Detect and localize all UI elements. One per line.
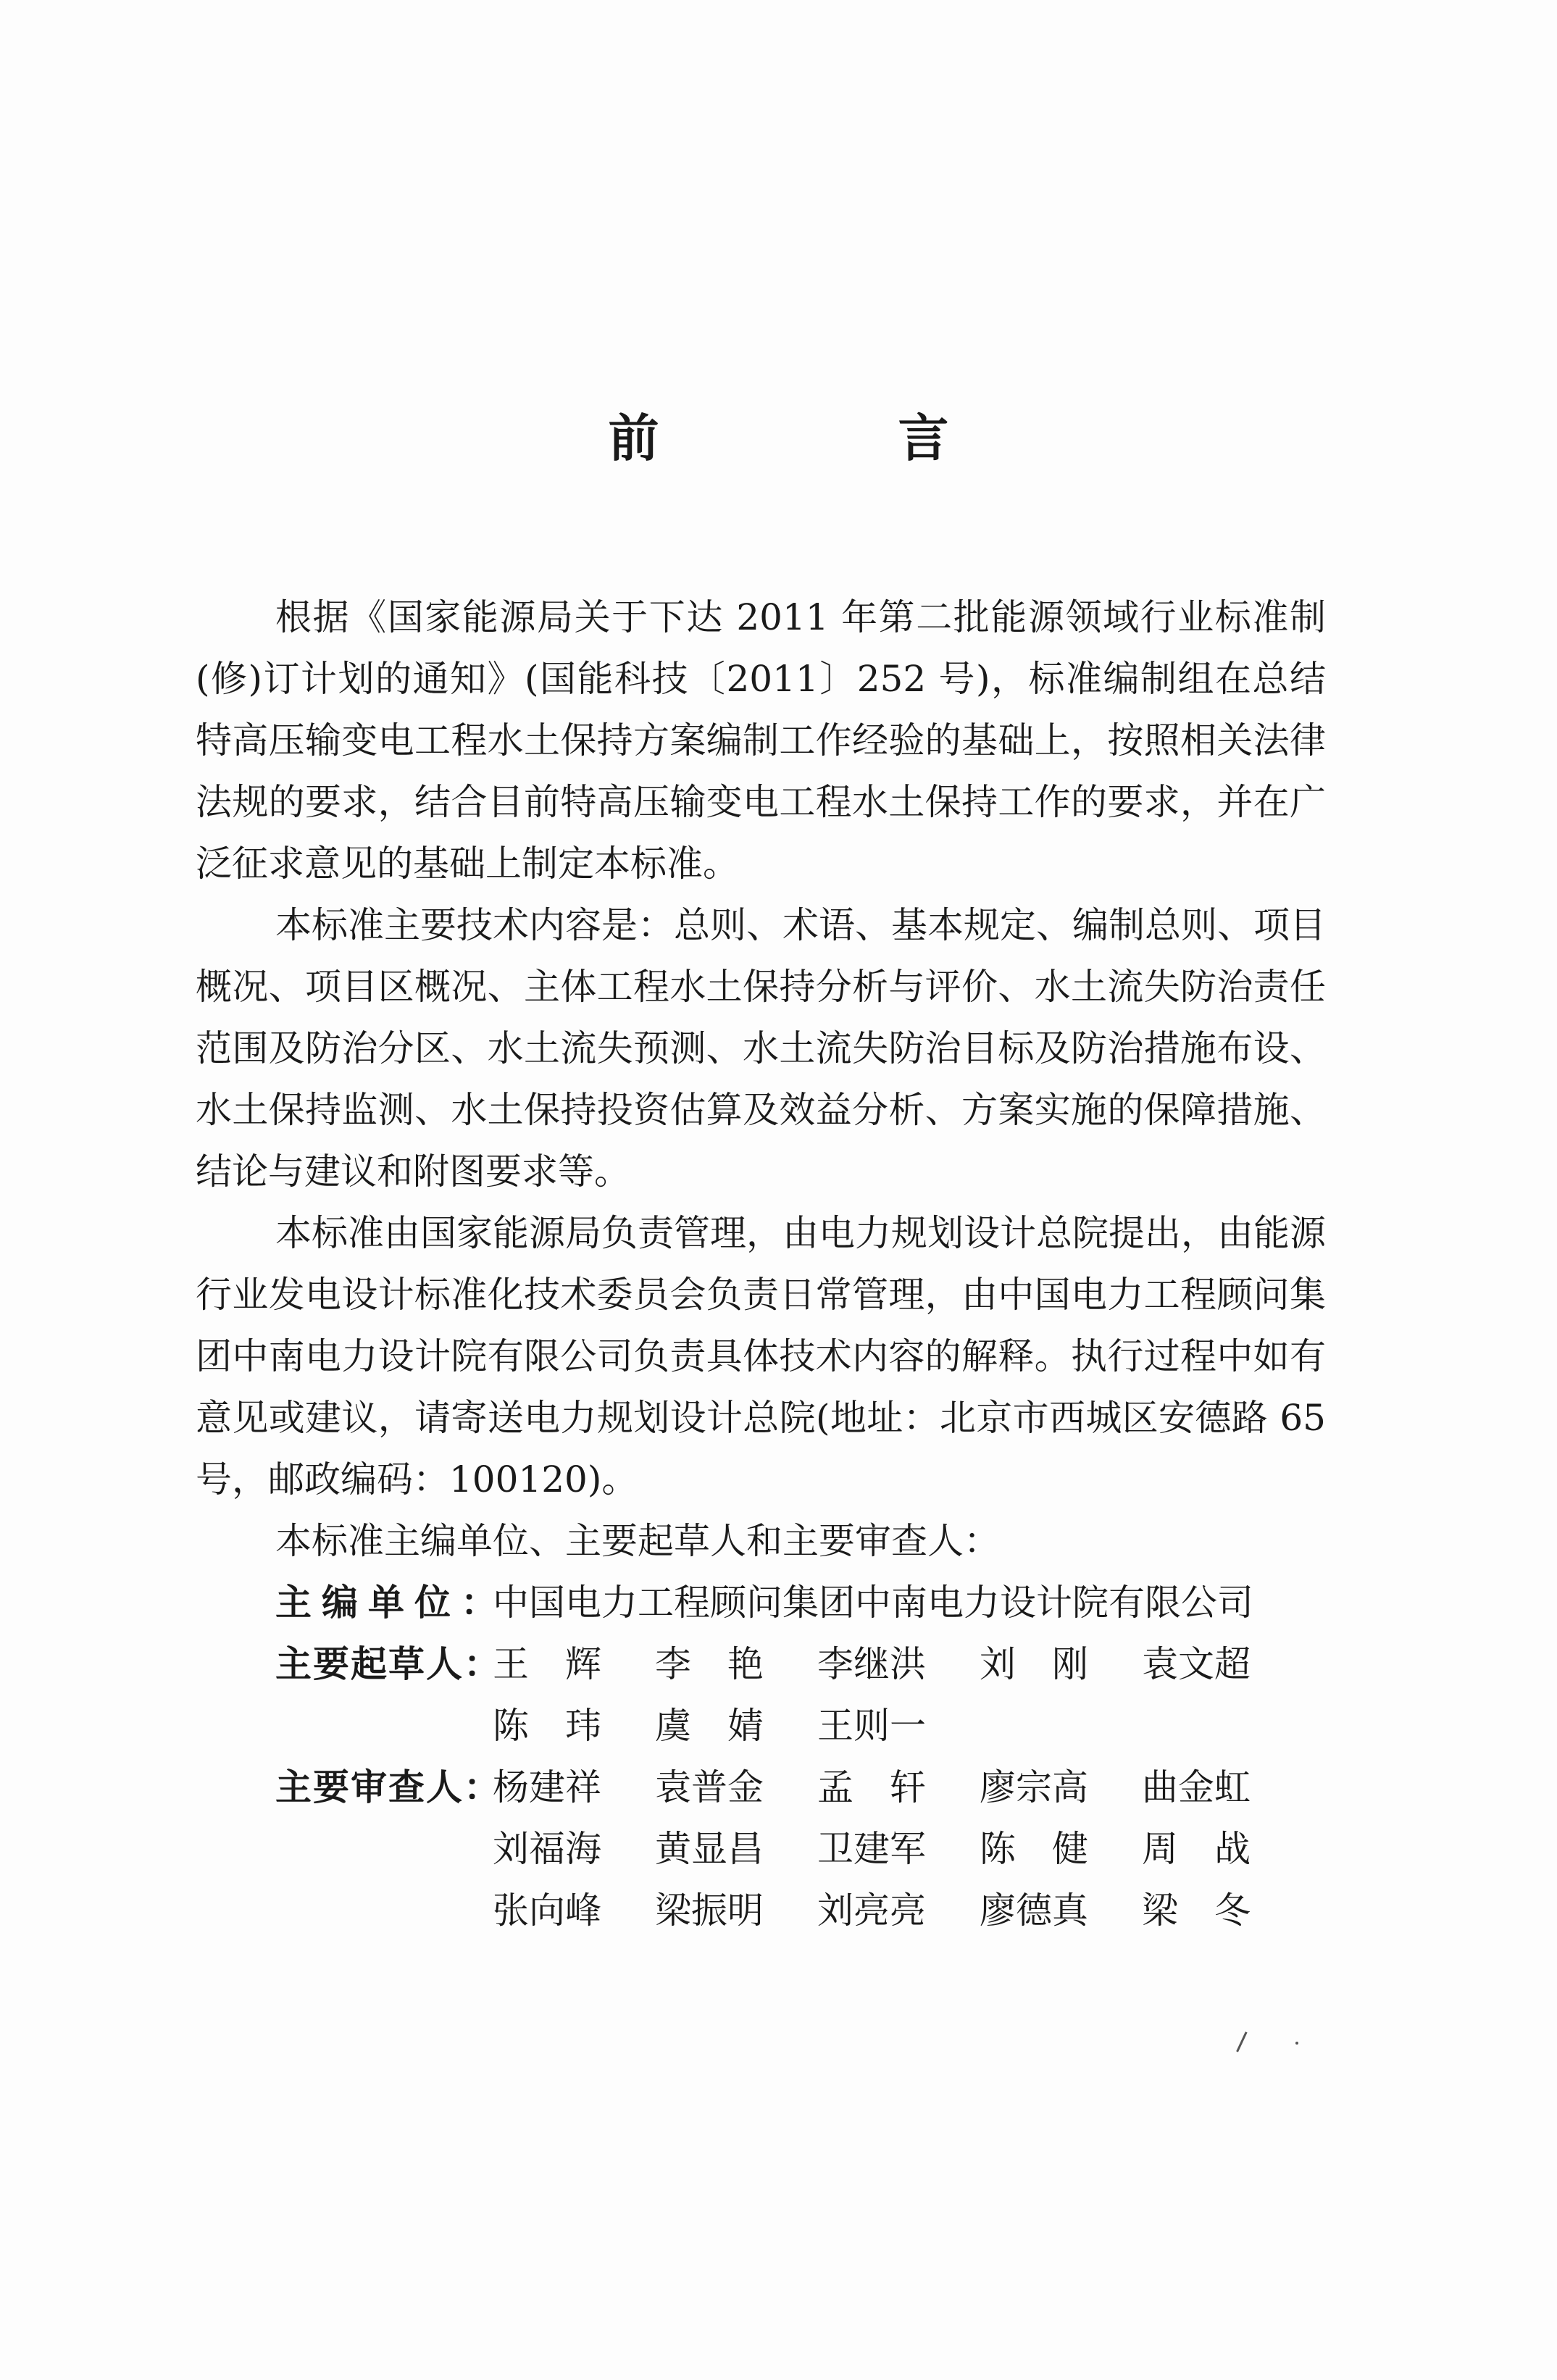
- drafter-name: 刘 刚: [980, 1643, 1088, 1685]
- drafters-label: 主要起草人：: [275, 1643, 501, 1685]
- paragraph-background: 根据《国家能源局关于下达 2011 年第二批能源领域行业标准制(修)订计划的通知》(国能科技〔2011〕252 号)，标准编制组在总结特高压输变电工程水土保持方案编制工作经验的基础上，按照相关法律法规的要求，结合目前特高压输变电工程水土保持工作的要求，并在广泛征求意见的基础上制定本标准。: [196, 596, 1326, 885]
- reviewer-name: 陈 健: [980, 1828, 1088, 1870]
- reviewer-name: 袁普金: [655, 1766, 764, 1808]
- reviewers-names-line-1: [493, 1757, 1304, 1819]
- reviewers-row-3: [275, 1880, 1326, 1942]
- reviewers-names-line-3: [493, 1880, 1304, 1942]
- reviewer-name: 张向峰: [493, 1890, 601, 1932]
- credits-intro: 本标准主编单位、主要起草人和主要审查人：: [275, 1520, 1000, 1562]
- reviewer-name: 黄显昌: [655, 1828, 764, 1870]
- reviewers-row-1: [275, 1757, 1326, 1819]
- chief-unit-value: 中国电力工程顾问集团中南电力设计院有限公司: [493, 1582, 1253, 1624]
- drafter-name: 李 艳: [655, 1643, 764, 1685]
- reviewers-label: 主要审查人：: [275, 1766, 501, 1808]
- chief-unit-row: [275, 1572, 1326, 1634]
- credits-block: [196, 1572, 1326, 1942]
- page-title: 前 言: [608, 409, 1043, 468]
- foreword-body: [196, 587, 1326, 1942]
- drafters-names-line-1: [493, 1634, 1304, 1695]
- reviewer-name: 梁 冬: [1142, 1890, 1251, 1932]
- drafter-name: 陈 玮: [493, 1705, 601, 1747]
- drafter-name: 王则一: [817, 1705, 926, 1747]
- reviewer-name: 廖宗高: [980, 1766, 1088, 1808]
- scan-dot: [1295, 2042, 1298, 2045]
- reviewer-name: 周 战: [1142, 1828, 1251, 1870]
- reviewer-name: 刘亮亮: [817, 1890, 926, 1932]
- reviewer-name: 杨建祥: [493, 1766, 601, 1808]
- reviewer-name: 刘福海: [493, 1828, 601, 1870]
- drafter-name: 李继洪: [817, 1643, 926, 1685]
- drafters-row-1: [275, 1634, 1326, 1695]
- chief-unit-label: 主编单位：: [275, 1582, 507, 1624]
- drafters-names-line-2: [493, 1695, 1304, 1757]
- drafter-name: 虞 婧: [655, 1705, 764, 1747]
- reviewer-name: 曲金虹: [1142, 1766, 1251, 1808]
- reviewer-name: 梁振明: [655, 1890, 764, 1932]
- reviewers-names-line-2: [493, 1819, 1304, 1880]
- scan-mark: [1236, 2032, 1253, 2055]
- drafter-name: 袁文超: [1142, 1643, 1251, 1685]
- reviewer-name: 卫建军: [817, 1828, 926, 1870]
- reviewer-name: 廖德真: [980, 1890, 1088, 1932]
- drafter-name: 王 辉: [493, 1643, 601, 1685]
- paragraph-technical-content: 本标准主要技术内容是：总则、术语、基本规定、编制总则、项目概况、项目区概况、主体工程水土保持分析与评价、水土流失防治责任范围及防治分区、水土流失预测、水土流失防治目标及防治措施布设、水土保持监测、水土保持投资估算及效益分析、方案实施的保障措施、结论与建议和附图要求等。: [196, 904, 1326, 1193]
- paragraph-management: 本标准由国家能源局负责管理，由电力规划设计总院提出，由能源行业发电设计标准化技术委员会负责日常管理，由中国电力工程顾问集团中南电力设计院有限公司负责具体技术内容的解释。执行过程中如有意见或建议，请寄送电力规划设计总院(地址：北京市西城区安德路 65 号，邮政编码：100120)。: [196, 1212, 1326, 1500]
- reviewers-row-2: [275, 1819, 1326, 1880]
- reviewer-name: 孟 轩: [817, 1766, 926, 1808]
- drafters-row-2: [275, 1695, 1326, 1757]
